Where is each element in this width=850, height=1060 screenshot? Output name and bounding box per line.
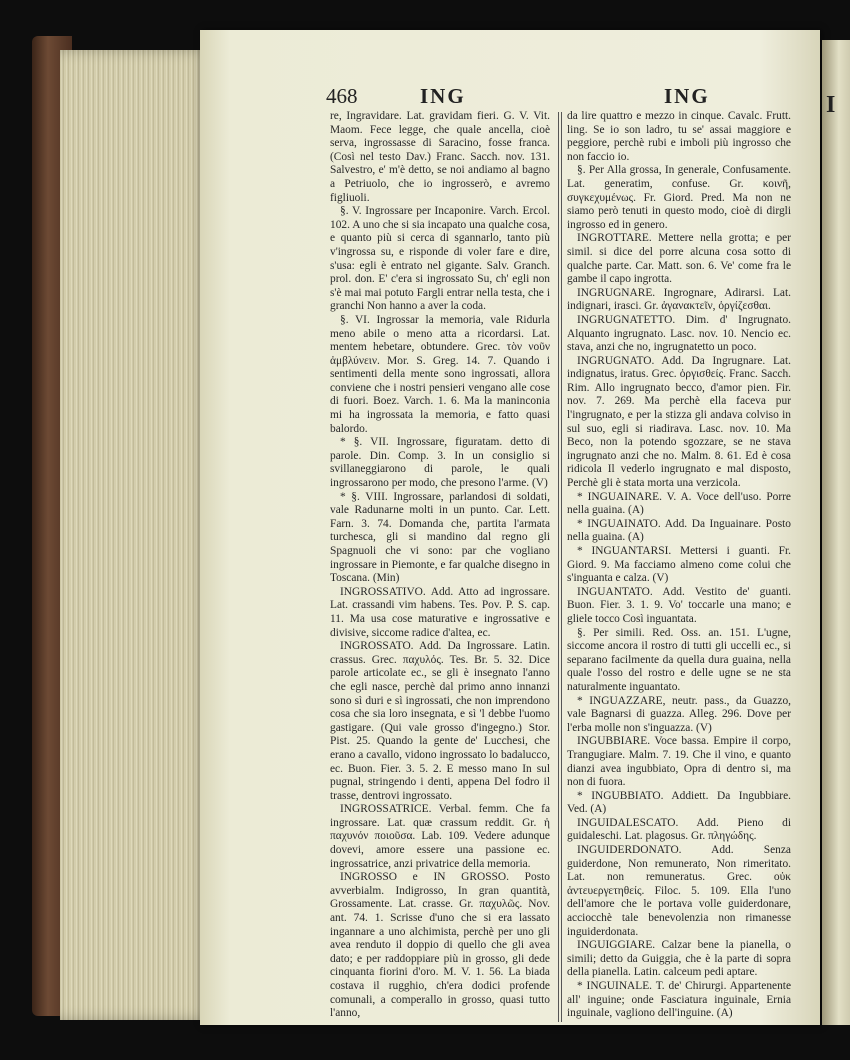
dictionary-entry: INGROTTARE. Mettere nella grotta; e per simil. si dice del porre alcuna cosa sotto di qualche parte. Car. Matt. son. 6. Ve' come fra le gambe il capo ingrotta. (567, 232, 791, 286)
dictionary-entry: * §. VII. Ingrossare, figuratam. detto di parole. Din. Comp. 3. In un consiglio si svillaneggiarono di parole, le quali ingrossarono per modo, che presono l'arme. (V) (330, 436, 550, 490)
next-page-edge (822, 40, 850, 1025)
column-rule (561, 112, 562, 1022)
dictionary-entry: INGRUGNATO. Add. Da Ingrugnare. Lat. indignatus, iratus. Grec. ὀργισθείς. Franc. Sacch. Rim. Allo ingrugnato becco, d'amor pien. Fir. nov. 7. 269. Ma perchè ella faceva pur l'ingrugnato, e per la stizza gli andava colviso in sul suo, egli si riadirava. Lasc. nov. 10. Ma Beco, non la potendo sgozzare, se ne stava ingrugnato anzi che no. Malm. 8. 61. Ed è cosa ridicola Il vederlo ingrugnato e mal disposto, Perchè gli è stata morta una verzicola. (567, 354, 791, 490)
dictionary-entry: INGROSSATIVO. Add. Atto ad ingrossare. Lat. crassandi vim habens. Tes. Pov. P. S. cap. 11. Ma usa cose maturative e ingrossative e divisive, siccome radice d'altea, ec. (330, 585, 550, 639)
dictionary-entry: re, Ingravidare. Lat. gravidam fieri. G. V. Vit. Maom. Fece legge, che quale ancella, cioè serva, ingrossasse di Saracino, fosse franca. (Così nel testo Dav.) Franc. Sacch. nov. 131. Salvestro, e' m'è detto, se noi andiamo al bagno a Petriuolo, che io ingrosserò, e avremo figliuoli. (330, 110, 550, 204)
dictionary-entry: * INGUAINARE. V. A. Voce dell'uso. Porre nella guaina. (A) (567, 490, 791, 517)
running-head-left: ING (420, 84, 466, 108)
dictionary-entry: * INGUAINATO. Add. Da Inguainare. Posto nella guaina. (A) (567, 517, 791, 544)
dictionary-entry: §. V. Ingrossare per Incaponire. Varch. Ercol. 102. A uno che si sia incapato una qualche cosa, e quanto più si cerca di sgannarlo, tanto più v'ingrossa su, e risponde di voler fare e dire, s'usa: egli è entrato nel gigante. Salv. Granch. prol. don. E' c'era si ingrossato Su, ch' egli non s'è mai mai potuto Fargli entrar nella testa, che i granchi Non hanno a aver la coda. (330, 205, 550, 313)
dictionary-entry: * INGUAZZARE, neutr. pass., da Guazzo, vale Bagnarsi di guazza. Alleg. 296. Dove per l'erba molle non s'inguazza. (V) (567, 694, 791, 734)
running-head-right: ING (664, 84, 710, 108)
dictionary-entry: INGUIDERDONATO. Add. Senza guiderdone, Non remunerato, Non rimeritato. Lat. non remuneratus. Grec. οὐκ ἀντευεργετηθείς. Filoc. 5. 109. Ella l'uno dell'amore che le portava volle guiderdonare, acciocchè tale benevolenzia non rimanesse inguiderdonata. (567, 844, 791, 938)
dictionary-entry: §. Per Alla grossa, In generale, Confusamente. Lat. generatim, confuse. Gr. κοινῆ, συγκεχυμένως. Fr. Giord. Pred. Ma non ne siamo però tenuti in questo modo, cioè di dirgli ingrosso ed in genero. (567, 164, 791, 231)
left-column (330, 110, 550, 1021)
dictionary-entry: da lire quattro e mezzo in cinque. Cavalc. Frutt. ling. Se io son ladro, tu se' assai maggiore e peggiore, perchè rubi e imboli più ingrosso che non faccio io. (567, 110, 791, 163)
dictionary-entry: * INGUINALE. T. de' Chirurgi. Appartenente all' inguine; onde Fasciatura inguinale, Ernia inguinale, vagliono dell'inguine. (A) (567, 980, 791, 1020)
dictionary-entry: §. Per simili. Red. Oss. an. 151. L'ugne, siccome ancora il rostro di tutti gli uccelli ec., si separano facilmente da quella dura guaina, nella quale l'osso del rostro e delle ugne se ne sta naturalmente inguantato. (567, 626, 791, 693)
dictionary-entry: * INGUANTARSI. Mettersi i guanti. Fr. Giord. 9. Ma facciamo almeno come colui che s'inguanta e calza. (V) (567, 545, 791, 585)
dictionary-entry: §. VI. Ingrossar la memoria, vale Ridurla meno abile o meno atta a ricordarsi. Lat. mentem hebetare, obtundere. Grec. τὸν νοῦν ἀμβλύνειν. Mor. S. Greg. 14. 7. Quando i sentimenti della mente sono ingrossati, allora conviene che i nostri pensieri vengano alle cose di fuori. Boez. Varch. 1. 6. Ma la maninconia mi ha ingrossata la memoria, e fatto quasi balordo. (330, 313, 550, 435)
page-number: 468 (326, 84, 358, 108)
dictionary-entry: INGUIGGIARE. Calzar bene la pianella, o simili; detto da Guiggia, che è la parte di sopra della pianella. Latin. calceum pedi aptare. (567, 939, 791, 979)
dictionary-entry: INGROSSATRICE. Verbal. femm. Che fa ingrossare. Lat. quæ crassum reddit. Gr. ἡ παχυνόν ποιοῦσα. Lab. 109. Vedere adunque dovevi, amore essere una passione ec. ingrossatrice, anzi privatrice della memoria. (330, 803, 550, 870)
dictionary-entry: INGUBBIARE. Voce bassa. Empire il corpo, Trangugiare. Malm. 7. 19. Che il vino, e quanto dianzi avea ingubbiato, Opra di dentro si, ma non di fuora. (567, 735, 791, 789)
dictionary-entry: * §. VIII. Ingrossare, parlandosi di soldati, vale Radunarne molti in un punto. Car. Lett. Farn. 3. 74. Domanda che, partita l'armata turchesca, gli si mandino dal regno gli Spagnuoli che vi sono: par che vogliano ingrossare in Piemonte, e far qualche disegno in Toscana. (Min) (330, 490, 550, 585)
dictionary-entry: INGUANTATO. Add. Vestito de' guanti. Buon. Fier. 3. 1. 9. Vo' toccarle una mano; e gliele tocco Così inguantata. (567, 585, 791, 625)
dictionary-entry: INGUIDALESCATO. Add. Pieno di guidaleschi. Lat. plagosus. Gr. πληγώδης. (567, 816, 791, 843)
next-page-heading: I (826, 92, 836, 118)
dictionary-entry: INGRUGNATETTO. Dim. d' Ingrugnato. Alquanto ingrugnato. Lasc. nov. 10. Nencio ec. stava, anzi che no, ingrugnatetto un poco. (567, 313, 791, 354)
dictionary-entry: * INGUBBIATO. Addiett. Da Ingubbiare. Ved. (A) (567, 789, 791, 816)
dictionary-entry: INGROSSO e IN GROSSO. Posto avverbialm. Indigrosso, In gran quantità, Grossamente. Lat. crasse. Gr. παχυλῶς. Nov. ant. 74. 1. Scrisse d'uno che si era lassato ingannare a uno alchimista, perchè per uno gli avea renduto il doppio di quello che gli avea dato; e per raddoppiare più in grosso, gli dede cinquanta fiorini d'oro. M. V. 1. 56. La biada costava il rugghio, ch'era dodici profende comunali, a comperallo in grosso, quasi tutto l'anno, (330, 871, 550, 1020)
page-edges (60, 50, 210, 1020)
column-rule (558, 112, 559, 1022)
right-column (567, 110, 791, 1021)
dictionary-entry: INGROSSATO. Add. Da Ingrossare. Latin. crassus. Grec. παχυλός. Tes. Br. 5. 32. Dice parole articolate ec., se gli è insegnato l'anno che egli nasce, perchè dal primo anno innanzi sono sì duri e sì ingrossati, che non imprendono cosa che sia loro insegnata, e sì 'l debbe l'uomo gastigare. (Qui vale grosso d'ingegno.) Stor. Pist. 25. Quando la gente de' Lucchesi, che erano a cavallo, vidono ingrossato lo badalucco, ec. Buon. Fier. 3. 5. 2. E messo mano In sul pugnal, stringendo i denti, appena Del fodro il trasse, dentrovi ingrossato. (330, 640, 550, 802)
dictionary-entry: INGRUGNARE. Ingrognare, Adirarsi. Lat. indignari, irasci. Gr. ἀγανακτεῖν, ὀργίζεσθαι. (567, 286, 791, 313)
